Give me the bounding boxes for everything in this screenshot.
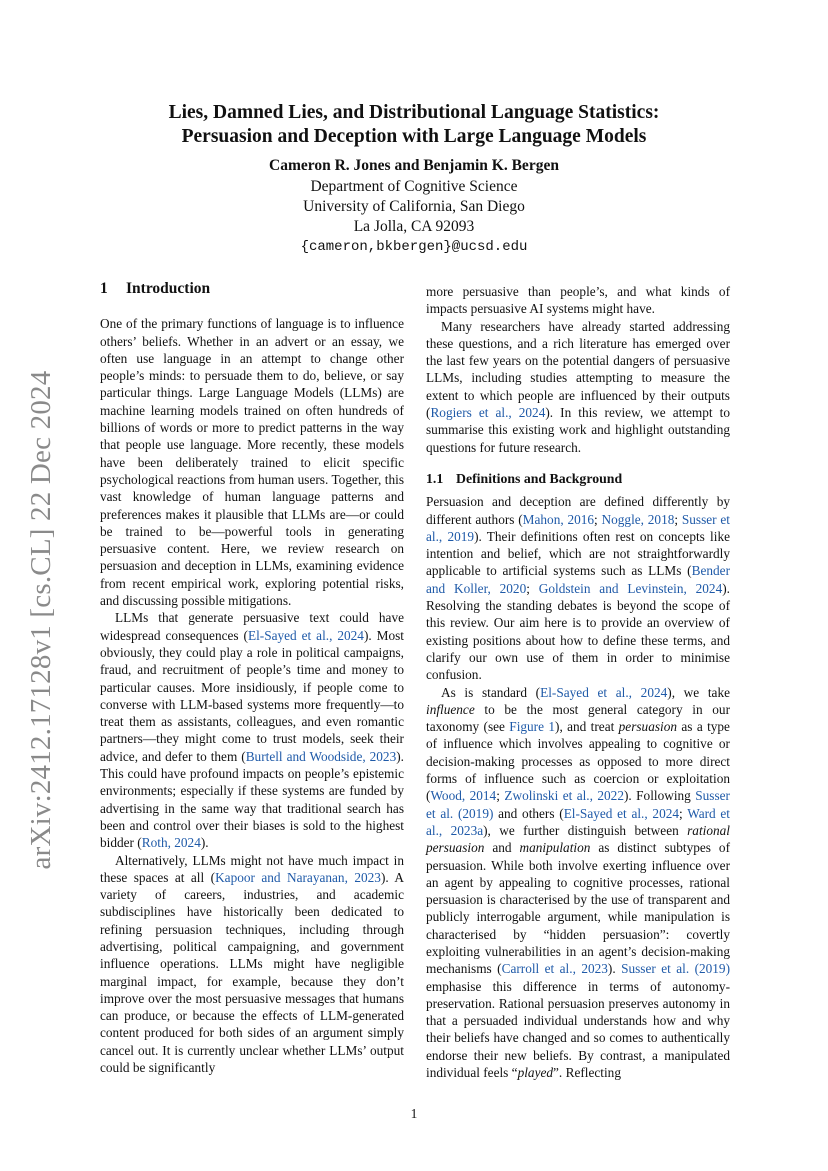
emphasis-term: played — [517, 1065, 554, 1081]
citation-link[interactable]: Burtell and Woodside, 2023 — [245, 748, 397, 764]
university: University of California, San Diego — [303, 198, 525, 215]
citation-link[interactable]: El-Sayed et al., 2024 — [563, 805, 680, 821]
paragraph-text: ). A variety of careers, industries, and academic subdisciplines have historically been dedicated to refining persuasion techniques, including through advertising, political campaigning, and government influence operations. LLMs might have negligible marginal impact, for example, because they don’t improve over the most persuasive messages that humans can produce, or because the effects of LLM-generated content produced for both sides of an argument simply cancel out. It is currently unclear whether LLMs’ output could be significantly — [100, 869, 404, 1076]
citation-link[interactable]: Ward et al., 2023a — [426, 805, 730, 838]
paragraph-text: ), we further distinguish between — [483, 822, 688, 838]
paragraph-5 — [426, 318, 730, 456]
subsection-heading-definitions — [426, 470, 730, 487]
paragraph-text: Alternatively, LLMs might not have much impact in these spaces at all ( — [100, 852, 404, 885]
paragraph-text: ; — [526, 580, 539, 596]
paragraph-text: to be the most general category in our taxonomy (see — [426, 701, 730, 735]
author-list: Cameron R. Jones and Benjamin K. Bergen — [269, 157, 559, 174]
paragraph-1 — [100, 315, 404, 609]
citation-link[interactable]: Mahon, 2016 — [522, 511, 595, 527]
paragraph-text: and others ( — [493, 805, 564, 821]
paragraph-text: Persuasion and deception are defined differently by different authors ( — [426, 494, 730, 527]
title-line-1: Lies, Damned Lies, and Distributional Language Statistics: — [168, 102, 660, 123]
paragraph-text: LLMs that generate persuasive text could have widespread consequences ( — [100, 610, 404, 643]
paragraph-text: ). — [607, 961, 622, 977]
paragraph-text: ; — [496, 788, 505, 804]
paragraph-text: ). Resolving the standing debates is beyond the scope of this review. Our aim here is to provide an overview of existing positions about how to define these terms, and clarify our own use of them in order to minimise confusion. — [426, 580, 730, 683]
paragraph-7 — [426, 684, 730, 1082]
left-column — [100, 280, 404, 1076]
affiliation-block — [0, 177, 828, 257]
citation-link[interactable]: Susser et al., 2019 — [426, 511, 730, 544]
paragraph-text: ). Their definitions often rest on concepts like intention and belief, which are not straightforwardly applicable to artificial systems such as LLMs ( — [426, 528, 730, 579]
arxiv-identifier-text: arXiv:2412.17128v1 [cs.CL] 22 Dec 2024 — [25, 370, 57, 870]
location: La Jolla, CA 92093 — [353, 218, 475, 235]
paragraph-text: ). In this review, we attempt to summarise this existing work and highlight outstanding questions for future research. — [426, 405, 730, 455]
page-number: 1 — [410, 1106, 418, 1121]
subsection-title: Definitions and Background — [456, 470, 623, 486]
paper-title — [0, 101, 828, 149]
citation-link[interactable]: Carroll et al., 2023 — [501, 961, 608, 977]
paragraph-text: as a type of influence which involves appealing to cognitive or decision-making processes as opposed to more direct forms of influence such as coercion or exploitation ( — [426, 719, 730, 804]
paragraph-6 — [426, 493, 730, 683]
citation-link[interactable]: Goldstein and Levinstein, 2024 — [538, 580, 723, 596]
department: Department of Cognitive Science — [310, 178, 518, 195]
citation-link[interactable]: Roth, 2024 — [141, 835, 201, 851]
paragraph-text: One of the primary functions of language is to influence others’ beliefs. Whether in an advert or an essay, we often use language in an attempt to change other people’s minds: to persuade them to do, believe, or say particular things. Large Language Models (LLMs) are machine learning models trained on often hundreds of billions of words or more to predict patterns in the way that people use language. More recently, these models have been deliberately trained to elicit specific psychological reactions from human users. Together, this vast knowledge of human language patterns and preferences makes it plausible that LLMs are—or could be trained to be—powerful tools in generating persuasive content. Here, we review research on persuasion and deception in LLMs, examining evidence from recent empirical work, exploring potential risks, and discussing possible mitigations. — [100, 316, 404, 609]
paragraph-2 — [100, 609, 404, 851]
paragraph-text: ”. Reflecting — [553, 1065, 621, 1081]
paragraph-text: Many researchers have already started addressing these questions, and a rich literature has emerged over the last few years on the potential dangers of persuasive LLMs, including studies attempting to measure the extent to which people are influenced by their outputs ( — [426, 318, 730, 421]
paragraph-text: ), and treat — [555, 719, 619, 735]
paragraph-text: ; — [594, 511, 602, 527]
figure-reference-link[interactable]: Figure 1 — [509, 719, 556, 735]
paragraph-text: as distinct subtypes of persuasion. While both involve exerting influence over an agent by appealing to cognitive processes, rational persuasion is characterised by the use of transparent and publicly interrogable argument, while manipulation is characterised by “hidden persuasion”: covertly exploiting vulnerabilities in an agent’s decision-making mechanisms ( — [426, 840, 730, 977]
paragraph-text: emphasise this difference in terms of autonomy-preservation. Rational persuasion preserves autonomy in that a persuaded individual understands how and why their beliefs have changed and so comes to authentically endorse their new beliefs. By contrast, a manipulated individual feels “ — [426, 978, 730, 1081]
section-number: 1 — [100, 280, 108, 297]
section-heading-introduction — [100, 280, 404, 297]
title-line-2: Persuasion and Deception with Large Language Models — [181, 126, 647, 147]
citation-link[interactable]: Susser et al. (2019) — [621, 961, 731, 977]
citation-link[interactable]: Kapoor and Narayanan, 2023 — [215, 869, 381, 885]
section-title: Introduction — [126, 280, 211, 297]
citation-link[interactable]: Bender and Koller, 2020 — [426, 563, 730, 596]
citation-link[interactable]: Rogiers et al., 2024 — [430, 405, 546, 421]
paragraph-text: ), we take — [667, 684, 730, 700]
emphasis-term: persuasion — [618, 719, 678, 735]
paragraph-text: ; — [679, 805, 688, 821]
paragraph-4 — [426, 283, 730, 318]
citation-link[interactable]: Wood, 2014 — [430, 788, 497, 804]
paragraph-text: more persuasive than people’s, and what kinds of impacts persuasive AI systems might have. — [426, 284, 730, 317]
paragraph-text: As is standard ( — [441, 684, 541, 700]
emphasis-term: manipulation — [519, 840, 591, 856]
emphasis-term: rational persuasion — [426, 822, 730, 856]
subsection-number: 1.1 — [426, 470, 444, 486]
citation-link[interactable]: El-Sayed et al., 2024 — [247, 627, 364, 643]
citation-link[interactable]: Noggle, 2018 — [601, 511, 675, 527]
citation-link[interactable]: Susser et al. (2019) — [426, 788, 730, 821]
paragraph-text: ). Following — [623, 788, 696, 804]
paragraph-text: and — [484, 840, 520, 856]
paragraph-3 — [100, 852, 404, 1077]
emphasis-term: influence — [426, 701, 475, 717]
right-column — [426, 283, 730, 1081]
citation-link[interactable]: El-Sayed et al., 2024 — [540, 684, 668, 700]
paragraph-text: ). This could have profound impacts on people’s epistemic environments; especially if these systems are funded by advertising in the same way that traditional search has been and control over their biases is sold to the highest bidder ( — [100, 748, 404, 851]
author-email[interactable]: {cameron,bkbergen}@ucsd.edu — [300, 239, 528, 255]
citation-link[interactable]: Zwolinski et al., 2022 — [504, 788, 624, 804]
paragraph-text: ; — [674, 511, 682, 527]
paragraph-text: ). — [200, 835, 209, 851]
paragraph-text: ). Most obviously, they could play a role in political campaigns, fraud, and recruitment of people’s time and money to particular causes. More insidiously, if people come to converse with LLM-based systems more frequently—to treat them as assistants, colleagues, and even romantic partners—they might come to trust models, seek their advice, and defer to them ( — [100, 627, 405, 764]
